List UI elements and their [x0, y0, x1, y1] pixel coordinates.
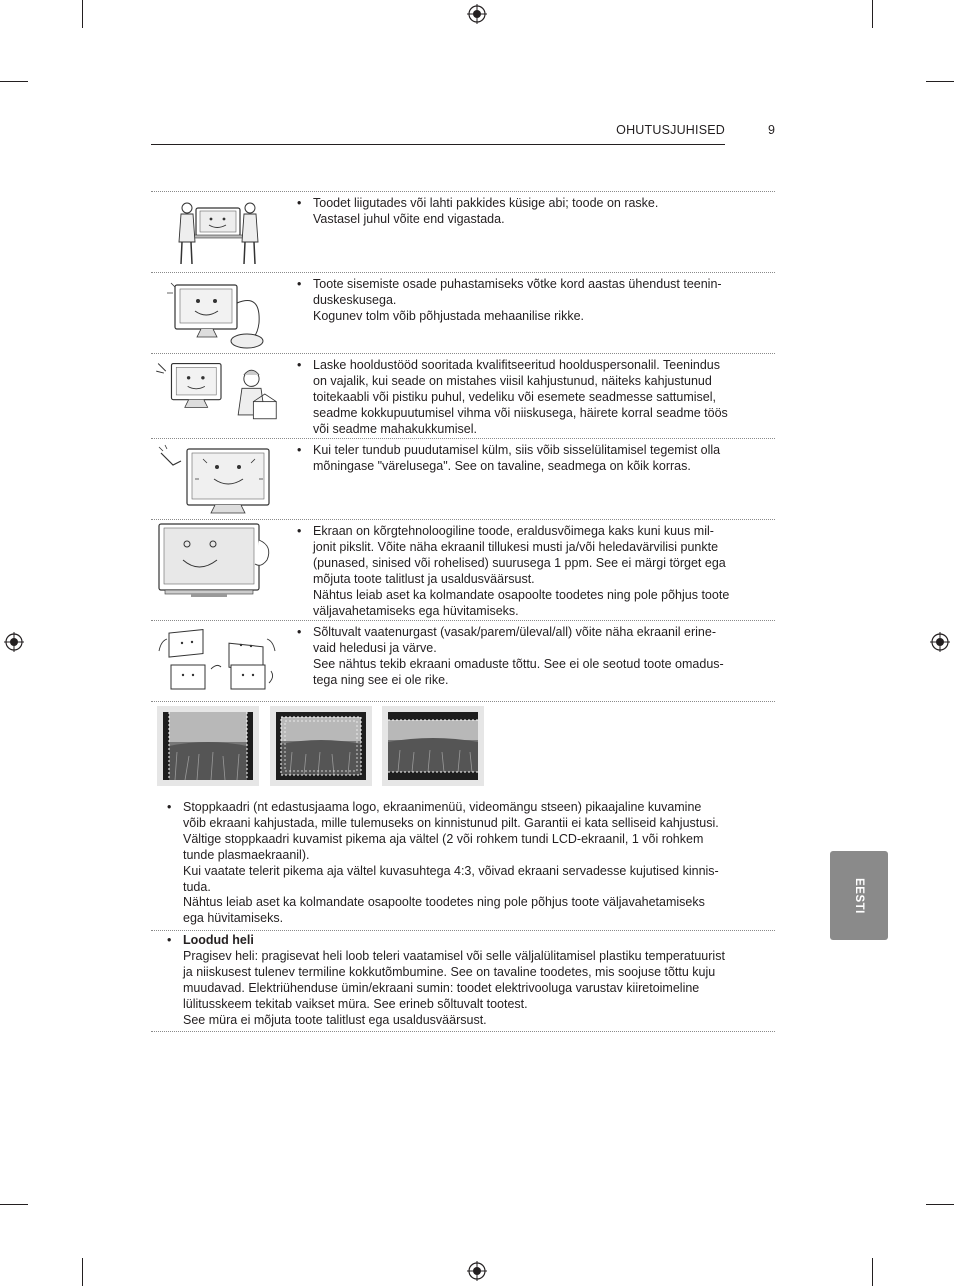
row-text-line: Toote sisemiste osade puhastamiseks võtke kord aastas ühendust teenin- — [313, 277, 722, 291]
safety-row — [151, 438, 775, 519]
crop-mark — [926, 1204, 954, 1205]
service-technician-illustration — [151, 354, 291, 434]
row-text-line: vaid heledusi ja värve. — [313, 640, 437, 655]
registration-mark-icon — [4, 632, 24, 652]
text-line: Stoppkaadri (nt edastusjaama logo, ekraanimenüü, videomängu stseen) pikaajaline kuvamine — [183, 800, 702, 814]
page-number: 9 — [768, 123, 775, 137]
safety-row — [151, 620, 775, 701]
crop-mark — [872, 1258, 873, 1286]
crop-mark — [926, 81, 954, 82]
bullet: • — [297, 196, 302, 210]
row-text-line: Toodet liigutades või lahti pakkides küsige abi; toode on raske. — [313, 196, 659, 210]
divider — [151, 1031, 775, 1032]
safety-row — [151, 272, 775, 353]
row-text-line: mõjuta toote talitlust ja usaldusväärsust. — [313, 571, 535, 586]
divider — [151, 701, 775, 702]
row-text-line: Nähtus leiab aset ka kolmandate osapoolte toodetes ning pole põhjus toote — [313, 587, 730, 602]
text-line: lülitusskeem tekitab vaikset müra. See erineb sõltuvalt tootest. — [183, 996, 528, 1011]
pixel-screen-illustration — [151, 520, 291, 604]
bullet: • — [297, 443, 302, 457]
header-title: OHUTUSJUHISED — [616, 123, 725, 137]
divider — [151, 930, 775, 931]
bullet: • — [167, 800, 172, 814]
bullet: • — [297, 358, 302, 372]
row-text-line: väljavahetamiseks ega hüvitamiseks. — [313, 603, 519, 618]
row-text-line: mõningase "värelusega". See on tavaline, seadmega on kõik korras. — [313, 458, 691, 473]
text-line: See müra ei mõjuta toote talitlust ega usaldusväärsust. — [183, 1012, 487, 1027]
section-heading: Loodud heli — [183, 933, 254, 947]
row-text-line: Laske hooldustööd sooritada kvalifitseeritud hoolduspersonalil. Teenindus — [313, 358, 720, 372]
flicker-tv-illustration — [151, 439, 291, 519]
photo-overscan-retention — [270, 706, 372, 786]
bullet: • — [167, 933, 172, 947]
viewing-angle-illustration — [151, 621, 291, 701]
registration-mark-icon — [930, 632, 950, 652]
crop-mark — [82, 0, 83, 28]
text-line: ega hüvitamiseks. — [183, 911, 284, 926]
text-line: muudavad. Elektriühenduse ümin/ekraani sumin: toodet elektrivooluga varustav kiiretoimeline — [183, 980, 700, 995]
row-text-line: seadme kokkupuutumisel vihma või niiskusega, häirete korral seadme töös — [313, 405, 728, 420]
text-line: võib ekraani kahjustada, mille tulemuseks on kinnistunud pilt. Garantii ei kata selliseid kahjustusi. — [183, 815, 719, 830]
page-header — [151, 120, 725, 145]
text-line: Vältige stoppkaadri kuvamist pikema aja vältel (2 või rohkem tundi LCD-ekraanil, 1 või rohkem — [183, 831, 704, 846]
text-line: ja niiskusest tulenev termiline kokkutõmbumine. See on tavaline toodetes, mis soojuse tõttu kuju — [183, 964, 716, 979]
crop-mark — [82, 1258, 83, 1286]
row-text-line: duskeskusega. — [313, 292, 397, 307]
crop-mark — [872, 0, 873, 28]
bullet: • — [297, 524, 302, 538]
bullet: • — [297, 277, 302, 291]
row-text-line: jonit pikslit. Võite näha ekraanil tillukesi musti ja/või heledavärvilisi punkte — [313, 539, 719, 554]
row-text-line: või seadme mahakukkumisel. — [313, 421, 477, 436]
registration-mark-icon — [467, 4, 487, 24]
row-text-line: Sõltuvalt vaatenurgast (vasak/parem/üleval/all) võite näha ekraanil erine- — [313, 625, 716, 639]
text-line: tunde plasmaekraanil). — [183, 847, 310, 862]
bullet: • — [297, 625, 302, 639]
carrying-tv-illustration — [151, 192, 291, 272]
row-text-line: Vastasel juhul võite end vigastada. — [313, 211, 505, 226]
text-line: Pragisev heli: pragisevat heli loob teleri vaatamisel või selle väljalülitamisel plastiku temperatuurist — [183, 948, 725, 963]
photo-4-3-retention — [157, 706, 259, 786]
row-text-line: tega ning see ei ole rike. — [313, 672, 449, 687]
still-image-notice — [151, 800, 775, 927]
crop-mark — [0, 81, 28, 82]
row-text-line: Ekraan on kõrgtehnoloogiline toode, eraldusvõimega kaks kuni kuus mil- — [313, 524, 714, 538]
generated-sound-notice — [151, 933, 775, 1028]
text-line: tuda. — [183, 879, 211, 894]
language-tab-label: EESTI — [853, 877, 865, 914]
row-text-line: See nähtus tekib ekraani omaduste tõttu. See ei ole seotud toote omadus- — [313, 656, 724, 671]
registration-mark-icon — [467, 1261, 487, 1281]
safety-row — [151, 519, 775, 620]
vacuum-cleaning-illustration — [151, 273, 291, 353]
language-tab — [830, 851, 888, 940]
safety-row — [151, 191, 775, 272]
photo-letterbox-retention — [382, 706, 484, 786]
safety-row — [151, 353, 775, 438]
crop-mark — [0, 1204, 28, 1205]
row-text-line: (punased, sinised või rohelised) suurusega 1 ppm. See ei märgi törget ega — [313, 555, 726, 570]
text-line: Kui vaatate telerit pikema aja vältel kuvasuhtega 4:3, võivad ekraani servadesse kujutised kinnis- — [183, 863, 719, 878]
row-text-line: Kui teler tundub puudutamisel külm, siis võib sisselülitamisel tegemist olla — [313, 443, 721, 457]
row-text-line: toitekaabli või pistiku puhul, vedeliku või esemete seadmesse sattumisel, — [313, 389, 716, 404]
row-text-line: Kogunev tolm võib põhjustada mehaanilise rikke. — [313, 308, 584, 323]
row-text-line: on vajalik, kui seade on mistahes viisil kahjustunud, näiteks kahjustunud — [313, 373, 712, 388]
text-line: Nähtus leiab aset ka kolmandate osapoolte toodetes ning pole põhjus toote väljavahetamiseks — [183, 895, 705, 910]
